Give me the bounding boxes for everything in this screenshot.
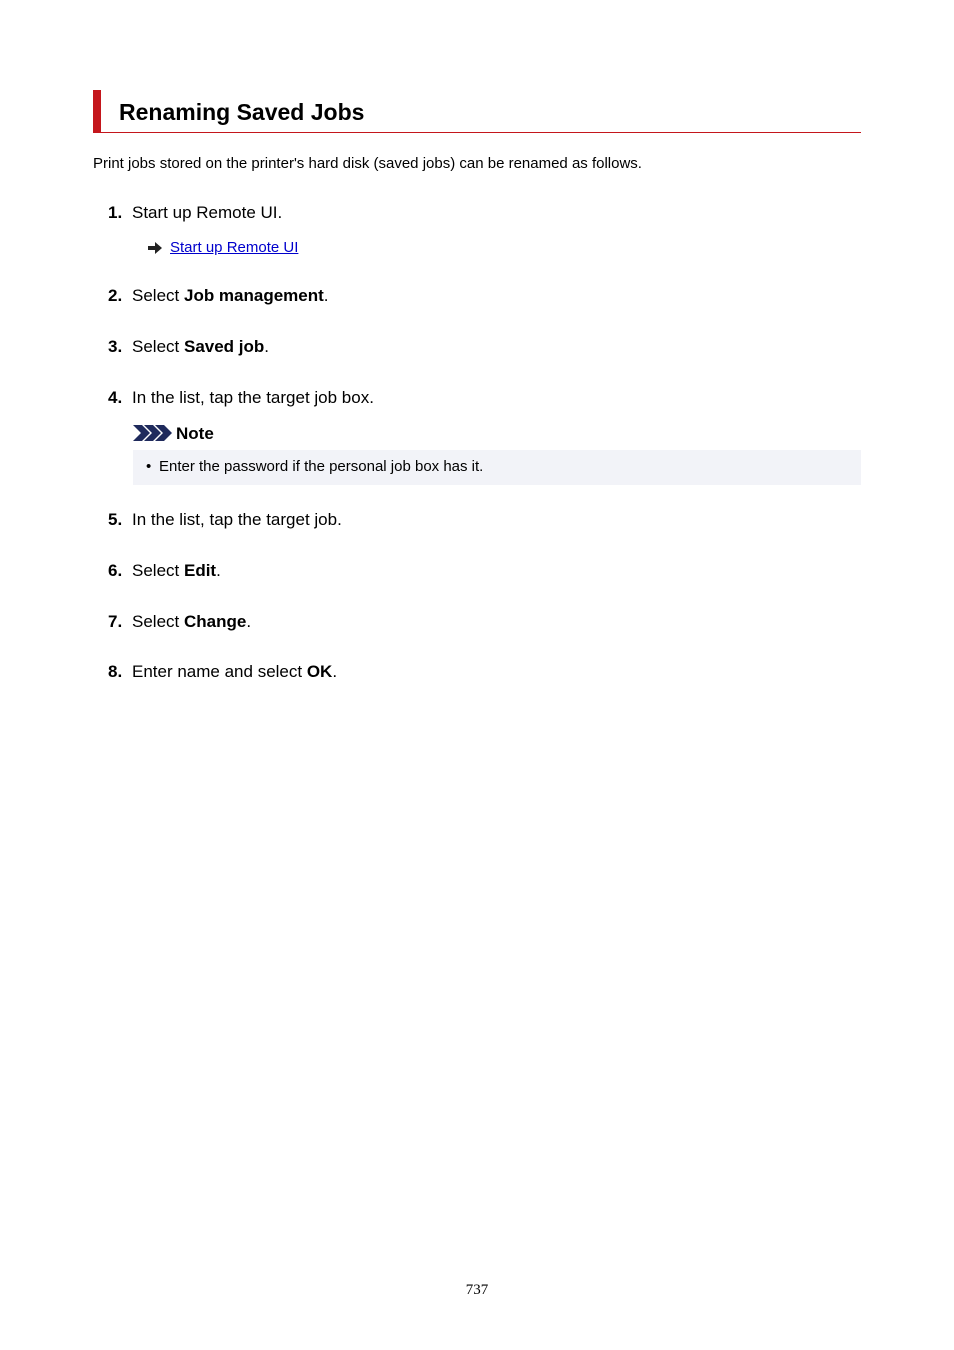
step-number: 7.	[108, 612, 123, 631]
step-bold-term: Change	[183, 612, 247, 631]
step-text: Select	[132, 286, 184, 305]
step-8	[108, 662, 337, 682]
note-box	[133, 450, 861, 485]
step-number: 5.	[108, 510, 123, 529]
step-5	[108, 510, 342, 530]
note-chevrons-icon	[133, 425, 172, 441]
step-number: 3.	[108, 337, 123, 356]
step-text-end: .	[264, 337, 270, 356]
heading-accent-bar	[93, 90, 101, 133]
step-number: 4.	[108, 388, 123, 407]
note-header	[133, 424, 214, 444]
step-bold-term: Job management	[183, 286, 324, 305]
step-number: 8.	[108, 662, 123, 681]
step-number: 6.	[108, 561, 123, 580]
link-row	[148, 239, 298, 257]
step-number: 1.	[108, 203, 123, 222]
note-label: Note	[176, 424, 214, 443]
start-up-remote-ui-link[interactable]: Start up Remote UI	[170, 239, 299, 256]
step-number: 2.	[108, 286, 123, 305]
intro-paragraph: Print jobs stored on the printer's hard disk (saved jobs) can be renamed as follows.	[93, 155, 642, 172]
note-item	[146, 458, 484, 476]
step-6	[108, 561, 221, 581]
step-text: Start up Remote UI.	[132, 203, 283, 222]
step-text: In the list, tap the target job.	[132, 510, 342, 529]
page-heading	[93, 90, 861, 133]
note-item-text: Enter the password if the personal job box has it.	[159, 458, 484, 475]
step-3	[108, 337, 269, 357]
step-text-end: .	[246, 612, 252, 631]
step-text-end: .	[216, 561, 221, 580]
step-text: Select	[132, 561, 184, 580]
page-title: Renaming Saved Jobs	[119, 99, 365, 125]
step-text: Select	[132, 612, 184, 631]
step-1	[108, 203, 282, 223]
bullet: •	[146, 458, 152, 475]
step-text-end: .	[332, 662, 338, 681]
step-bold-term: Edit	[183, 561, 217, 580]
step-7	[108, 612, 251, 632]
step-bold-term: Saved job	[183, 337, 265, 356]
step-text: In the list, tap the target job box.	[132, 388, 374, 407]
step-text: Select	[132, 337, 184, 356]
step-4	[108, 388, 374, 408]
step-2	[108, 286, 329, 306]
step-text: Enter name and select	[132, 662, 307, 681]
step-bold-term: OK	[306, 662, 333, 681]
step-text-end: .	[323, 286, 329, 305]
page-number: 737	[465, 1282, 489, 1298]
arrow-right-icon	[148, 242, 162, 254]
